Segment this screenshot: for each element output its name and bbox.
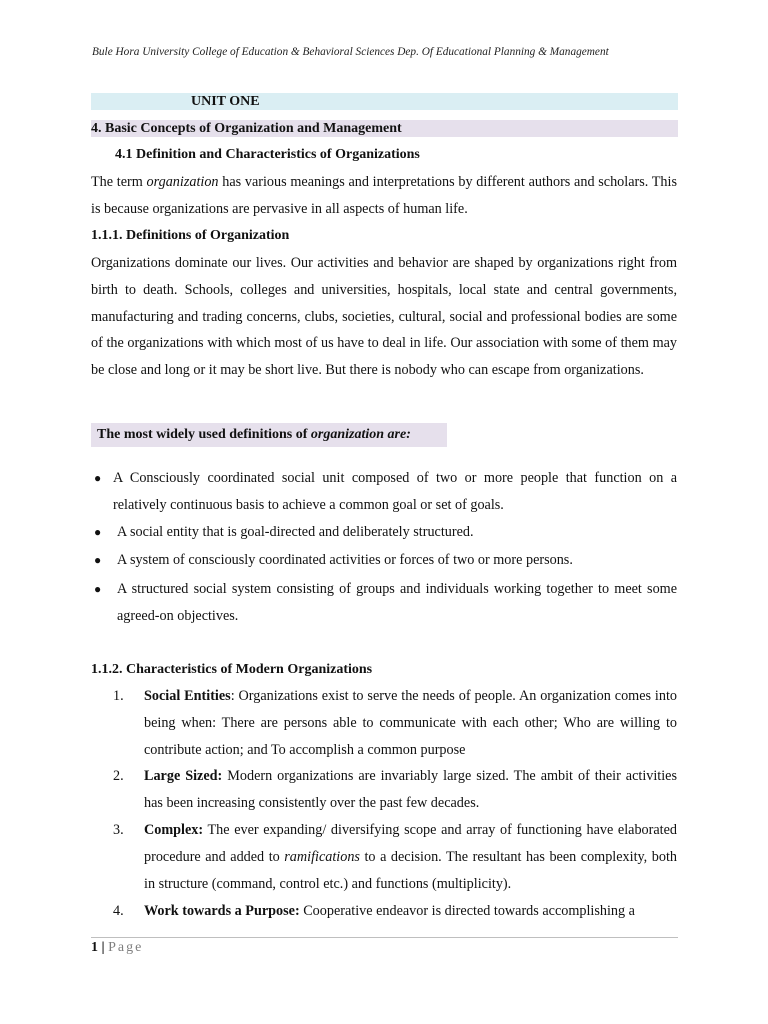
definitions-paragraph: Organizations dominate our lives. Our activities and behavior are shaped by organizations right from birth to death. Schools, colleges and universities, hospitals, local state and central governments, manufacturing and trading concerns, clubs, societies, cultural, social and professional bodies are some of the organizations with which most of us have to deal in life. Our association with some of them may be close and long or it may be short live. But there is nobody who can escape from organizations. — [91, 255, 677, 379]
list-item — [91, 519, 677, 546]
characteristic-term: Social Entities — [144, 688, 231, 704]
item-number: 3. — [113, 822, 124, 838]
characteristic-text-a: The ever expanding/ diversifying scope and array of functioning have elaborated procedure and added to — [144, 822, 677, 865]
characteristic-term: Work towards a Purpose: — [144, 903, 300, 919]
unit-title-band — [91, 93, 678, 110]
section-1-1-2-heading: 1.1.2. Characteristics of Modern Organizations — [91, 662, 373, 677]
list-item — [91, 465, 677, 519]
characteristic-term: Complex: — [144, 822, 204, 838]
footer-rule — [91, 937, 678, 938]
intro-emphasis: organization — [146, 174, 219, 190]
list-item-text: A social entity that is goal-directed and deliberately structured. — [117, 524, 474, 540]
bullet-icon: ● — [94, 582, 102, 596]
list-item — [91, 576, 677, 630]
list-item-text: A structured social system consisting of groups and individuals working together to meet some agreed-on objectives. — [117, 581, 677, 624]
chapter-title: 4. Basic Concepts of Organization and Management — [91, 121, 402, 136]
section-1-1-1-heading: 1.1.1. Definitions of Organization — [91, 228, 290, 243]
characteristic-text: : Organizations exist to serve the needs of people. An organization comes into being when: There are persons able to communicate with each other; Who are willing to contribute action; and To accomplish a common purpose — [144, 688, 677, 758]
bullet-icon: ● — [94, 553, 102, 567]
page-footer — [91, 940, 143, 956]
widely-used-emphasis: organization are: — [310, 427, 411, 442]
characteristic-term: Large Sized: — [144, 768, 223, 784]
section-4-1-heading: 4.1 Definition and Characteristics of Organizations — [115, 147, 420, 162]
bullet-icon: ● — [94, 471, 102, 485]
list-item — [91, 547, 677, 574]
page-number: 1 — [91, 940, 98, 955]
running-header: Bule Hora University College of Education & Behavioral Sciences Dep. Of Educational Planning & Management — [92, 46, 609, 58]
intro-text-a: The term — [91, 174, 147, 190]
intro-paragraph — [91, 169, 677, 223]
characteristic-item — [91, 898, 677, 925]
characteristic-item — [91, 683, 677, 763]
unit-title: UNIT ONE — [191, 94, 260, 109]
characteristic-emphasis: ramifications — [284, 848, 360, 865]
list-item-text: A Consciously coordinated social unit composed of two or more people that function on a relatively continuous basis to achieve a common goal or set of goals. — [113, 470, 677, 513]
intro-text-b: has various meanings and interpretations by different authors and scholars. This is because organizations are pervasive in all aspects of human life. — [91, 174, 677, 217]
list-item-text: A system of consciously coordinated activities or forces of two or more persons. — [117, 552, 573, 568]
characteristic-item — [91, 763, 677, 817]
item-number: 4. — [113, 903, 124, 919]
widely-used-definitions-heading — [91, 423, 447, 447]
chapter-title-band — [91, 120, 678, 137]
characteristic-text: Modern organizations are invariably large sized. The ambit of their activities has been increasing consistently over the past few decades. — [144, 768, 677, 811]
bullet-icon: ● — [94, 525, 102, 539]
item-number: 2. — [113, 768, 124, 784]
page-label: Page — [108, 940, 144, 955]
footer-separator: | — [101, 940, 105, 955]
characteristic-text: Cooperative endeavor is directed towards accomplishing a — [299, 903, 635, 919]
widely-used-text: The most widely used definitions of — [97, 427, 311, 442]
characteristic-item — [91, 817, 677, 897]
item-number: 1. — [113, 688, 124, 704]
characteristic-text-b: to a decision. The resultant has been complexity, both in structure (command, control etc.) and functions (multiplicity). — [144, 848, 677, 892]
